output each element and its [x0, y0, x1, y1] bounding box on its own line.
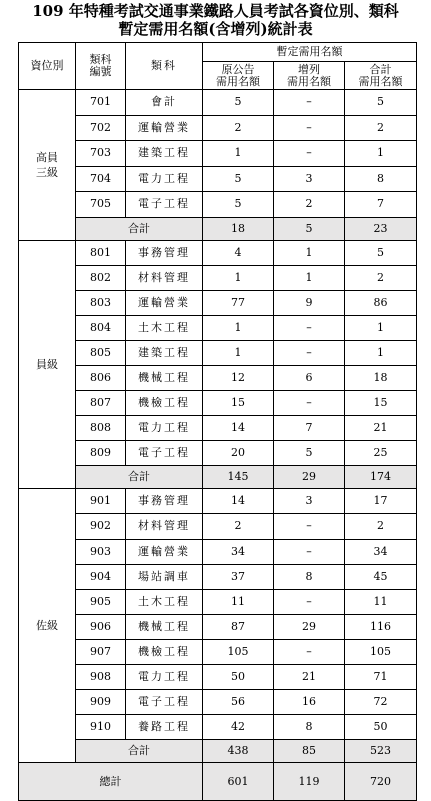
subject-cell: 材料管理 [126, 514, 203, 539]
added-cell: – [274, 90, 345, 116]
header-original [203, 62, 274, 90]
header-total-line1: 合計 [369, 62, 392, 76]
table-row [19, 166, 417, 192]
total-cell: 5 [345, 240, 417, 265]
total-cell: 18 [345, 365, 417, 390]
subject-cell: 運輸營業 [126, 115, 203, 141]
code-cell: 903 [76, 539, 126, 564]
header-total [345, 62, 417, 90]
original-cell: 5 [203, 166, 274, 192]
subject-cell: 養路工程 [126, 715, 203, 740]
table-row [19, 416, 417, 441]
header-code-line1: 類科 [89, 53, 112, 66]
table-row [19, 141, 417, 167]
code-cell: 704 [76, 166, 126, 192]
code-cell: 902 [76, 514, 126, 539]
original-cell: 20 [203, 441, 274, 466]
code-cell: 802 [76, 265, 126, 290]
table-row [19, 539, 417, 564]
original-cell: 5 [203, 90, 274, 116]
code-cell: 809 [76, 441, 126, 466]
added-cell: 8 [274, 715, 345, 740]
total-cell: 45 [345, 564, 417, 589]
subject-cell: 機檢工程 [126, 639, 203, 664]
added-cell: – [274, 391, 345, 416]
header-code [76, 43, 126, 90]
subject-cell: 機檢工程 [126, 391, 203, 416]
document-title [0, 0, 431, 38]
original-cell: 1 [203, 340, 274, 365]
table-row [19, 192, 417, 218]
subject-cell: 電子工程 [126, 441, 203, 466]
total-cell: 11 [345, 589, 417, 614]
subtotal-row [19, 466, 417, 489]
added-cell: 3 [274, 166, 345, 192]
subtotal-label: 合計 [76, 466, 203, 489]
grand-total-label: 總計 [19, 763, 203, 801]
total-cell: 116 [345, 614, 417, 639]
grand-total-row [19, 763, 417, 801]
subject-cell: 電子工程 [126, 192, 203, 218]
quota-table [18, 42, 417, 801]
table-row [19, 690, 417, 715]
table-row [19, 391, 417, 416]
header-added [274, 62, 345, 90]
table-row [19, 564, 417, 589]
total-cell: 17 [345, 489, 417, 514]
subject-cell: 建築工程 [126, 340, 203, 365]
total-cell: 2 [345, 265, 417, 290]
subject-cell: 土木工程 [126, 315, 203, 340]
added-cell: 29 [274, 614, 345, 639]
original-cell: 56 [203, 690, 274, 715]
added-cell: – [274, 514, 345, 539]
subtotal-added: 85 [274, 740, 345, 763]
code-cell: 910 [76, 715, 126, 740]
subtotal-original: 438 [203, 740, 274, 763]
subtotal-added: 5 [274, 217, 345, 240]
total-cell: 7 [345, 192, 417, 218]
added-cell: – [274, 141, 345, 167]
total-cell: 34 [345, 539, 417, 564]
table-row [19, 290, 417, 315]
original-cell: 50 [203, 665, 274, 690]
added-cell: 9 [274, 290, 345, 315]
subject-cell: 運輸營業 [126, 539, 203, 564]
subject-cell: 場站調車 [126, 564, 203, 589]
subject-cell: 事務管理 [126, 489, 203, 514]
code-cell: 803 [76, 290, 126, 315]
added-cell: 6 [274, 365, 345, 390]
total-cell: 105 [345, 639, 417, 664]
table-row [19, 240, 417, 265]
original-cell: 1 [203, 315, 274, 340]
code-cell: 703 [76, 141, 126, 167]
rank-label: 員級 [36, 357, 58, 371]
added-cell: – [274, 315, 345, 340]
header-code-line2: 編號 [89, 65, 112, 78]
table-row [19, 489, 417, 514]
code-cell: 702 [76, 115, 126, 141]
header-added-line1: 增列 [298, 62, 320, 76]
subject-cell: 事務管理 [126, 240, 203, 265]
original-cell: 15 [203, 391, 274, 416]
added-cell: – [274, 539, 345, 564]
code-cell: 705 [76, 192, 126, 218]
header-subject: 類科 [126, 43, 203, 90]
rank-cell-staff [19, 240, 76, 489]
total-cell: 1 [345, 340, 417, 365]
added-cell: – [274, 340, 345, 365]
code-cell: 808 [76, 416, 126, 441]
rank-label: 佐級 [36, 619, 58, 633]
code-cell: 901 [76, 489, 126, 514]
header-quota-group: 暫定需用名額 [203, 43, 417, 62]
table-row [19, 315, 417, 340]
code-cell: 701 [76, 90, 126, 116]
subject-cell: 會計 [126, 90, 203, 116]
total-cell: 5 [345, 90, 417, 116]
total-cell: 2 [345, 115, 417, 141]
original-cell: 11 [203, 589, 274, 614]
original-cell: 4 [203, 240, 274, 265]
added-cell: – [274, 115, 345, 141]
grand-total-total: 720 [345, 763, 417, 801]
code-cell: 909 [76, 690, 126, 715]
added-cell: 1 [274, 240, 345, 265]
table-row [19, 589, 417, 614]
code-cell: 805 [76, 340, 126, 365]
total-cell: 15 [345, 391, 417, 416]
subject-cell: 土木工程 [126, 589, 203, 614]
table-row [19, 265, 417, 290]
rank-label: 高員 [36, 150, 58, 164]
original-cell: 12 [203, 365, 274, 390]
total-cell: 50 [345, 715, 417, 740]
subtotal-added: 29 [274, 466, 345, 489]
added-cell: 3 [274, 489, 345, 514]
original-cell: 87 [203, 614, 274, 639]
subject-cell: 機械工程 [126, 614, 203, 639]
original-cell: 14 [203, 416, 274, 441]
code-cell: 804 [76, 315, 126, 340]
table-row [19, 90, 417, 116]
subtotal-total: 174 [345, 466, 417, 489]
subject-cell: 建築工程 [126, 141, 203, 167]
code-cell: 906 [76, 614, 126, 639]
header-original-line2: 需用名額 [216, 74, 260, 88]
table-row [19, 514, 417, 539]
added-cell: 2 [274, 192, 345, 218]
table-row [19, 441, 417, 466]
total-cell: 1 [345, 141, 417, 167]
added-cell: 21 [274, 665, 345, 690]
code-cell: 908 [76, 665, 126, 690]
subject-cell: 材料管理 [126, 265, 203, 290]
original-cell: 105 [203, 639, 274, 664]
grand-total-original: 601 [203, 763, 274, 801]
code-cell: 801 [76, 240, 126, 265]
table-row [19, 614, 417, 639]
rank-cell-senior [19, 90, 76, 241]
total-cell: 72 [345, 690, 417, 715]
subtotal-original: 145 [203, 466, 274, 489]
code-cell: 904 [76, 564, 126, 589]
added-cell: 1 [274, 265, 345, 290]
subtotal-total: 523 [345, 740, 417, 763]
original-cell: 5 [203, 192, 274, 218]
code-cell: 905 [76, 589, 126, 614]
subject-cell: 運輸營業 [126, 290, 203, 315]
rank-label: 三級 [36, 165, 58, 179]
subject-cell: 電力工程 [126, 166, 203, 192]
rank-cell-assistant [19, 489, 76, 763]
subtotal-original: 18 [203, 217, 274, 240]
table-row [19, 365, 417, 390]
code-cell: 806 [76, 365, 126, 390]
table-row [19, 115, 417, 141]
subtotal-label: 合計 [76, 740, 203, 763]
header-rank: 資位別 [19, 43, 76, 90]
original-cell: 2 [203, 115, 274, 141]
title-line-2: 暫定需用名額(含增列)統計表 [118, 20, 313, 38]
subtotal-label: 合計 [76, 217, 203, 240]
total-cell: 71 [345, 665, 417, 690]
total-cell: 8 [345, 166, 417, 192]
added-cell: 5 [274, 441, 345, 466]
header-original-line1: 原公告 [221, 62, 255, 76]
header-total-line2: 需用名額 [358, 74, 403, 88]
header-added-line2: 需用名額 [287, 74, 331, 88]
subject-cell: 電力工程 [126, 665, 203, 690]
total-cell: 86 [345, 290, 417, 315]
original-cell: 2 [203, 514, 274, 539]
total-cell: 21 [345, 416, 417, 441]
code-cell: 907 [76, 639, 126, 664]
original-cell: 34 [203, 539, 274, 564]
original-cell: 1 [203, 265, 274, 290]
code-cell: 807 [76, 391, 126, 416]
subtotal-total: 23 [345, 217, 417, 240]
grand-total-added: 119 [274, 763, 345, 801]
subject-cell: 機械工程 [126, 365, 203, 390]
original-cell: 14 [203, 489, 274, 514]
added-cell: – [274, 589, 345, 614]
title-line-1: 109 年特種考試交通事業鐵路人員考試各資位別、類科 [32, 2, 399, 20]
added-cell: 7 [274, 416, 345, 441]
original-cell: 1 [203, 141, 274, 167]
added-cell: 8 [274, 564, 345, 589]
added-cell: 16 [274, 690, 345, 715]
total-cell: 2 [345, 514, 417, 539]
table-row [19, 715, 417, 740]
subtotal-row [19, 217, 417, 240]
total-cell: 25 [345, 441, 417, 466]
added-cell: – [274, 639, 345, 664]
table-row [19, 665, 417, 690]
subject-cell: 電子工程 [126, 690, 203, 715]
table-row [19, 639, 417, 664]
original-cell: 37 [203, 564, 274, 589]
total-cell: 1 [345, 315, 417, 340]
original-cell: 77 [203, 290, 274, 315]
subtotal-row [19, 740, 417, 763]
table-row [19, 340, 417, 365]
original-cell: 42 [203, 715, 274, 740]
subject-cell: 電力工程 [126, 416, 203, 441]
